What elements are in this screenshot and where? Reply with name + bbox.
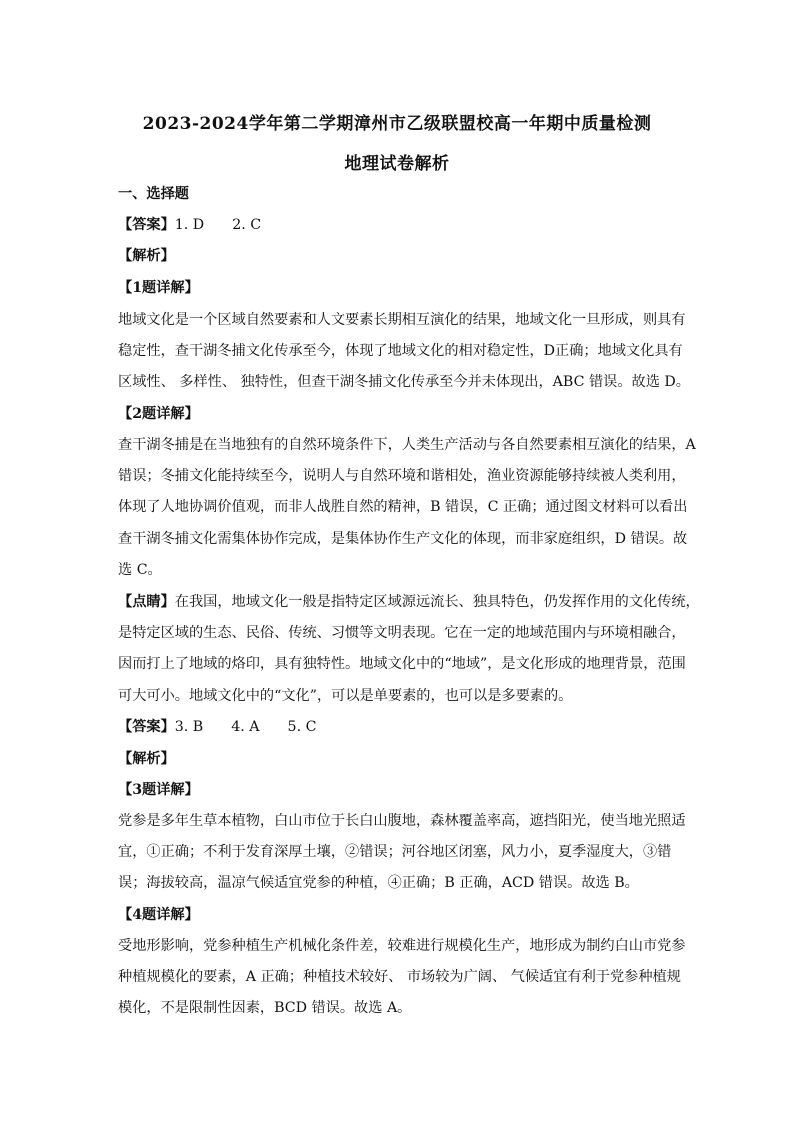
note-line: 是特定区域的生态、民俗、传统、习惯等文明表现。它在一定的地域范围内与环境相融合， — [118, 625, 686, 641]
q3-heading: 【3题详解】 — [118, 782, 199, 798]
q1-heading: 【1题详解】 — [118, 280, 199, 296]
analysis-tag: 【解析】 — [118, 248, 175, 264]
document-title: 2023-2024学年第二学期漳州市乙级联盟校高一年期中质量检测 — [142, 114, 652, 134]
answer-tag: 【答案】 — [118, 719, 175, 735]
answer-item: 5. C — [287, 719, 317, 735]
analysis-tag: 【解析】 — [118, 751, 175, 767]
answer-item: 3. B — [174, 719, 204, 735]
q2-text-line: 查干湖冬捕是在当地独有的自然环境条件下，人类生产活动与各自然要素相互演化的结果，A — [118, 437, 696, 453]
q1-text-line: 地域文化是一个区域自然要素和人文要素长期相互演化的结果，地域文化一旦形成，则具有 — [118, 312, 686, 328]
document-subtitle: 地理试卷解析 — [344, 154, 450, 174]
q2-text-line: 查干湖冬捕文化需集体协作完成，是集体协作生产文化的体现，而非家庭组织，D 错误。故 — [118, 531, 688, 547]
q3-text-line: 宜，①正确；不利于发育深厚土壤，②错误；河谷地区闭塞，风力小，夏季湿度大，③错 — [118, 844, 672, 860]
answer-item: 4. A — [231, 719, 260, 735]
answer-line-1 — [118, 215, 688, 235]
q2-text-line: 体现了人地协调价值观，而非人战胜自然的精神，B 错误，C 正确；通过图文材料可以看出 — [118, 499, 688, 515]
answer-item: 1. D — [174, 217, 205, 233]
q3-text-line: 党参是多年生草本植物，白山市位于长白山腹地，森林覆盖率高，遮挡阳光，使当地光照适 — [118, 813, 686, 829]
note-line — [118, 592, 700, 612]
q2-heading: 【2题详解】 — [118, 406, 199, 422]
answer-item: 2. C — [232, 217, 262, 233]
q4-text-line: 受地形影响，党参种植生产机械化条件差，较难进行规模化生产，地形成为制约白山市党参 — [118, 938, 686, 954]
note-text: 在我国，地域文化一般是指特定区域源远流长、独具特色，仍发挥作用的文化传统， — [174, 594, 700, 610]
note-line: 因而打上了地域的烙印，具有独特性。地域文化中的“地域”，是文化形成的地理背景，范围 — [118, 656, 686, 672]
q2-text-line: 选 C。 — [118, 562, 162, 578]
q1-text-line: 区域性、 多样性、 独特性，但查干湖冬捕文化传承至今并未体现出，ABC 错误。故选 D。 — [118, 374, 690, 390]
q3-text-line: 误；海拔较高，温凉气候适宜党参的种植，④正确；B 正确，ACD 错误。故选 B。 — [118, 875, 639, 891]
q2-text-line: 错误；冬捕文化能持续至今，说明人与自然环境和谐相处，渔业资源能够持续被人类利用， — [118, 468, 686, 484]
answer-tag: 【答案】 — [118, 217, 175, 233]
q1-text-line: 稳定性，查干湖冬捕文化传承至今，体现了地域文化的相对稳定性，D正确；地域文化具有 — [118, 343, 683, 359]
q4-text-line: 模化，不是限制性因素，BCD 错误。故选 A。 — [118, 1000, 412, 1016]
q4-heading: 【4题详解】 — [118, 907, 199, 923]
note-tag: 【点睛】 — [118, 594, 175, 610]
section-heading: 一、选择题 — [118, 186, 189, 202]
note-line: 可大可小。地域文化中的“文化”，可以是单要素的，也可以是多要素的。 — [118, 688, 573, 704]
q4-text-line: 种植规模化的要素，A 正确；种植技术较好、 市场较为广阔、 气候适宜有利于党参种植规 — [118, 969, 681, 985]
answer-line-2 — [118, 717, 688, 737]
